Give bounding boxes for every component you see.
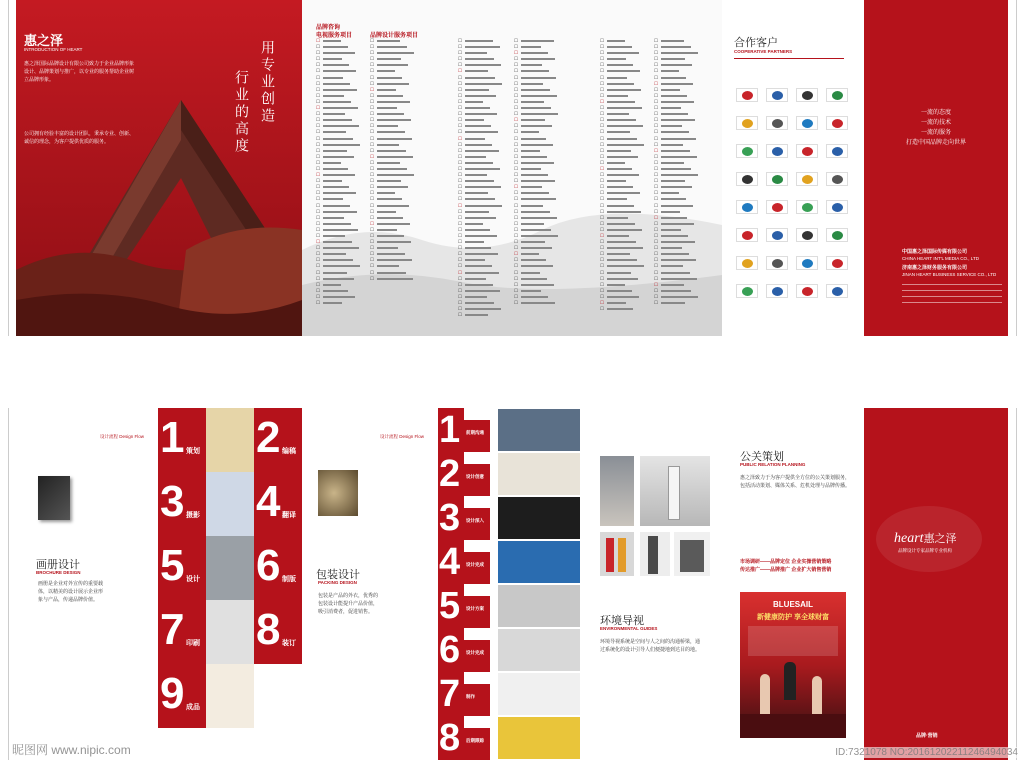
brochure-step-5 — [158, 536, 206, 600]
step-label: 后期跟踪 — [466, 738, 484, 743]
intro-paragraph-1: 惠之泽国际品牌设计有限公司致力于企业品牌形象设计、品牌策划与推广，以专业的服务帮助企业树立品牌形象。 — [24, 61, 135, 83]
brochure-sample-image — [38, 476, 70, 520]
packing-step-4 — [438, 540, 464, 584]
env-subtitle: ENVIRONMENTAL GUIDES — [600, 626, 658, 631]
service-row — [316, 300, 360, 306]
step-number: 8 — [439, 717, 461, 759]
brochure-step-1 — [158, 408, 206, 472]
env-photo-1 — [600, 456, 634, 526]
watermark-right: ID:7321078 NO:20161202211246494034 — [835, 747, 1018, 758]
contact-lines — [902, 284, 1002, 303]
service-row — [458, 312, 502, 318]
partner-logo — [796, 144, 818, 158]
packing-step-7 — [438, 672, 464, 716]
packing-step-photo — [498, 673, 580, 715]
step-number: 1 — [439, 409, 461, 451]
packing-panel — [302, 408, 438, 760]
service-row — [370, 276, 414, 282]
partner-logo — [766, 88, 788, 102]
step-label: 印刷 — [186, 640, 200, 647]
contact-panel — [864, 0, 1008, 336]
partner-logo — [796, 172, 818, 186]
partner-logo — [796, 256, 818, 270]
services-heading-2: 电视服务项目 — [316, 33, 353, 39]
brochure-step-photo — [206, 472, 254, 536]
services-column-5 — [600, 38, 644, 312]
services-column-3 — [458, 38, 502, 318]
pr-title: 公关策划 — [740, 451, 784, 463]
step-label: 编稿 — [282, 448, 296, 455]
brochure-step-2 — [254, 408, 302, 472]
partner-logo — [766, 228, 788, 242]
packing-step-label-box — [464, 640, 490, 672]
partner-logo — [796, 200, 818, 214]
partner-logo — [766, 200, 788, 214]
packing-step-photo — [498, 629, 580, 671]
partner-logo — [736, 284, 758, 298]
partner-logo — [826, 144, 848, 158]
packing-step-3 — [438, 496, 464, 540]
packing-step-label-box — [464, 464, 490, 496]
packing-step-photo — [498, 453, 580, 495]
partner-logo — [796, 284, 818, 298]
value-line-4: 打造中国品牌走向世界 — [905, 140, 966, 146]
value-line-3: 一流的服务 — [920, 130, 951, 136]
step-number: 6 — [256, 541, 281, 590]
services-heading-3: 品牌设计服务项目 — [370, 33, 419, 39]
brochure-step-7 — [158, 600, 206, 664]
partner-logo — [766, 172, 788, 186]
packing-sample-image — [318, 470, 358, 516]
fold-mark-left — [8, 0, 9, 336]
env-photo-4 — [640, 532, 670, 576]
partner-logo — [796, 228, 818, 242]
partner-logo — [826, 172, 848, 186]
pr-subtitle: PUBLIC RELATION PLANNING — [740, 462, 806, 467]
service-row — [654, 300, 698, 306]
partner-logo — [736, 200, 758, 214]
step-label: 制版 — [282, 576, 296, 583]
value-line-2: 一流的技术 — [920, 120, 951, 126]
packing-step-label-box — [464, 508, 490, 540]
heart-logo-text — [894, 530, 957, 547]
slogan-line-2: 行业的高度 — [233, 70, 248, 155]
partner-logo — [766, 116, 788, 130]
step-number: 5 — [439, 585, 461, 627]
back-cover-panel — [864, 408, 1008, 760]
fold-mark-bottom-left — [8, 408, 9, 760]
partner-logo — [826, 256, 848, 270]
step-number: 8 — [256, 605, 281, 654]
packing-step-6 — [438, 628, 464, 672]
brochure-step-6 — [254, 536, 302, 600]
brochure-step-photo — [206, 600, 254, 664]
brochure-step-photo — [206, 664, 254, 728]
env-photo-3 — [600, 532, 634, 576]
brand-title: 惠之泽 — [24, 33, 64, 48]
partner-logo — [796, 88, 818, 102]
brochure-step-photo — [206, 408, 254, 472]
step-label: 设计完成 — [466, 562, 484, 567]
env-panel — [584, 408, 724, 760]
company-name-1-en: CHINA HEART INT'L MEDIA CO., LTD — [902, 256, 979, 261]
step-number: 9 — [160, 669, 185, 718]
event-photo — [740, 592, 846, 738]
partner-logo — [736, 144, 758, 158]
brand-subtitle: INTRODUCTION OF HEART — [24, 47, 83, 52]
company-name-2: 济南惠之泽财务服务有限公司 — [902, 265, 968, 271]
back-brand-label: 品牌·营销 — [916, 733, 938, 739]
service-row — [600, 306, 644, 312]
step-number: 5 — [160, 541, 185, 590]
packing-step-1 — [438, 408, 464, 452]
step-label: 成品 — [186, 704, 200, 711]
step-label: 摄影 — [186, 512, 200, 519]
packing-step-label-box — [464, 596, 490, 628]
packing-text: 包装是产品的外衣，优秀的包装设计能提升产品价值，吸引消费者，促进销售。 — [318, 593, 379, 615]
packing-step-label-box — [464, 420, 490, 452]
services-column-1 — [316, 38, 360, 306]
step-number: 2 — [256, 413, 281, 462]
partner-logo — [736, 172, 758, 186]
step-label: 设计深入 — [466, 518, 484, 523]
event-banner-subtitle: 新健康防护 享全球财富 — [757, 614, 829, 621]
packing-step-photo — [498, 585, 580, 627]
heart-logo-cn: 惠之泽 — [923, 533, 957, 545]
partners-panel — [722, 0, 864, 336]
step-number: 3 — [160, 477, 185, 526]
partner-logo — [796, 116, 818, 130]
brochure-step-9 — [158, 664, 206, 728]
partners-title: 合作客户 — [734, 37, 778, 49]
brochure-step-4 — [254, 472, 302, 536]
partner-logo — [766, 144, 788, 158]
brochure-step-8 — [254, 600, 302, 664]
partner-logo — [826, 228, 848, 242]
env-title: 环境导视 — [600, 615, 644, 627]
brochure-title: 画册设计 — [36, 559, 80, 571]
fold-mark-right — [1016, 0, 1017, 336]
services-column-4 — [514, 38, 558, 306]
company-name-2-en: JINAN HEART BUSINESS SERVICE CO., LTD — [902, 272, 997, 277]
step-number: 4 — [439, 541, 461, 583]
env-photo-2 — [640, 456, 710, 526]
partner-logo — [766, 284, 788, 298]
partner-logo — [826, 116, 848, 130]
step-label: 设计方案 — [466, 606, 484, 611]
partner-logo — [826, 88, 848, 102]
step-number: 7 — [439, 673, 461, 715]
company-name-1: 中国惠之泽国际传媒有限公司 — [902, 249, 968, 255]
packing-step-photo — [498, 541, 580, 583]
partner-logo — [826, 284, 848, 298]
brochure-step-3 — [158, 472, 206, 536]
step-label: 翻译 — [282, 512, 296, 519]
fold-mark-bottom-right — [1016, 408, 1017, 760]
step-number: 1 — [160, 413, 185, 462]
slogan-line-1: 用专业创造 — [259, 40, 274, 125]
services-column-6 — [654, 38, 698, 306]
packing-flow-label: 设计流程 Design Flow — [380, 434, 425, 439]
packing-title: 包装设计 — [316, 569, 360, 581]
packing-step-2 — [438, 452, 464, 496]
brochure-subtitle: BROCHURE DESIGN — [36, 570, 81, 575]
partner-logo — [766, 256, 788, 270]
values-list — [864, 108, 1008, 148]
step-label: 装订 — [282, 640, 296, 647]
packing-subtitle: PACKING DESIGN — [318, 580, 357, 585]
packing-step-label-box — [464, 684, 490, 716]
step-label: 策划 — [186, 448, 200, 455]
partner-logo — [736, 116, 758, 130]
step-number: 7 — [160, 605, 185, 654]
packing-step-label-box — [464, 728, 490, 760]
step-label: 设计 — [186, 576, 200, 583]
services-column-2 — [370, 38, 414, 282]
services-heading-1: 品牌咨询 — [316, 25, 341, 31]
step-number: 6 — [439, 629, 461, 671]
brochure-text: 画册是企业对外宣传的重要载体，以精美的设计展示企业形象与产品，传递品牌价值。 — [38, 581, 104, 603]
env-text: 环境导视系统是空间与人之间的沟通桥梁，通过系统化的设计引导人们便捷地到达目的地。 — [600, 639, 701, 653]
packing-steps-column — [438, 408, 584, 760]
step-label: 设计创意 — [466, 474, 484, 479]
intro-paragraph-2: 公司拥有经验丰富的设计团队，秉承专业、创新、诚信的理念，为客户提供优质的服务。 — [24, 131, 135, 145]
value-line-1: 一流的态度 — [920, 110, 951, 116]
heart-logo-en: heart — [894, 531, 924, 546]
packing-step-5 — [438, 584, 464, 628]
services-panel — [302, 0, 722, 336]
packing-step-photo — [498, 409, 580, 451]
partners-subtitle: COOPERATIVE PARTNERS — [734, 49, 793, 54]
env-photo-5 — [674, 532, 710, 576]
brochure-panel — [16, 408, 158, 760]
service-row — [514, 300, 558, 306]
brochure-flow-label: 设计流程 Design Flow — [100, 434, 145, 439]
packing-step-photo — [498, 717, 580, 759]
packing-step-8 — [438, 716, 464, 760]
step-label: 前期沟通 — [466, 430, 484, 435]
pr-panel — [724, 408, 864, 760]
brochure-step-photo — [206, 536, 254, 600]
partner-logo — [736, 256, 758, 270]
partner-logo — [736, 228, 758, 242]
partner-logo — [736, 88, 758, 102]
packing-step-photo — [498, 497, 580, 539]
step-number: 3 — [439, 497, 461, 539]
pr-quote-1: 市场调研——品牌定位 企业实操营销策略 — [740, 559, 832, 565]
intro-panel — [16, 0, 302, 336]
event-banner-title: BLUESAIL — [773, 600, 813, 609]
step-label: 制作 — [466, 694, 475, 699]
step-number: 2 — [439, 453, 461, 495]
pr-text: 惠之泽致力于为客户提供全方位的公关策划服务，包括活动策划、媒体关系、危机处理与品牌传播。 — [740, 475, 851, 489]
step-number: 4 — [256, 477, 281, 526]
partner-logo — [826, 200, 848, 214]
packing-step-label-box — [464, 552, 490, 584]
step-label: 设计完成 — [466, 650, 484, 655]
brochure-steps-grid — [158, 408, 302, 760]
watermark-left: 昵图网 www.nipic.com — [12, 743, 131, 757]
partners-divider — [734, 58, 844, 59]
pr-quote-2: 传达推广——品牌推广 企业扩大销售营销 — [740, 567, 832, 573]
heart-tagline: 品牌设计专家品牌专业机构 — [898, 548, 952, 553]
